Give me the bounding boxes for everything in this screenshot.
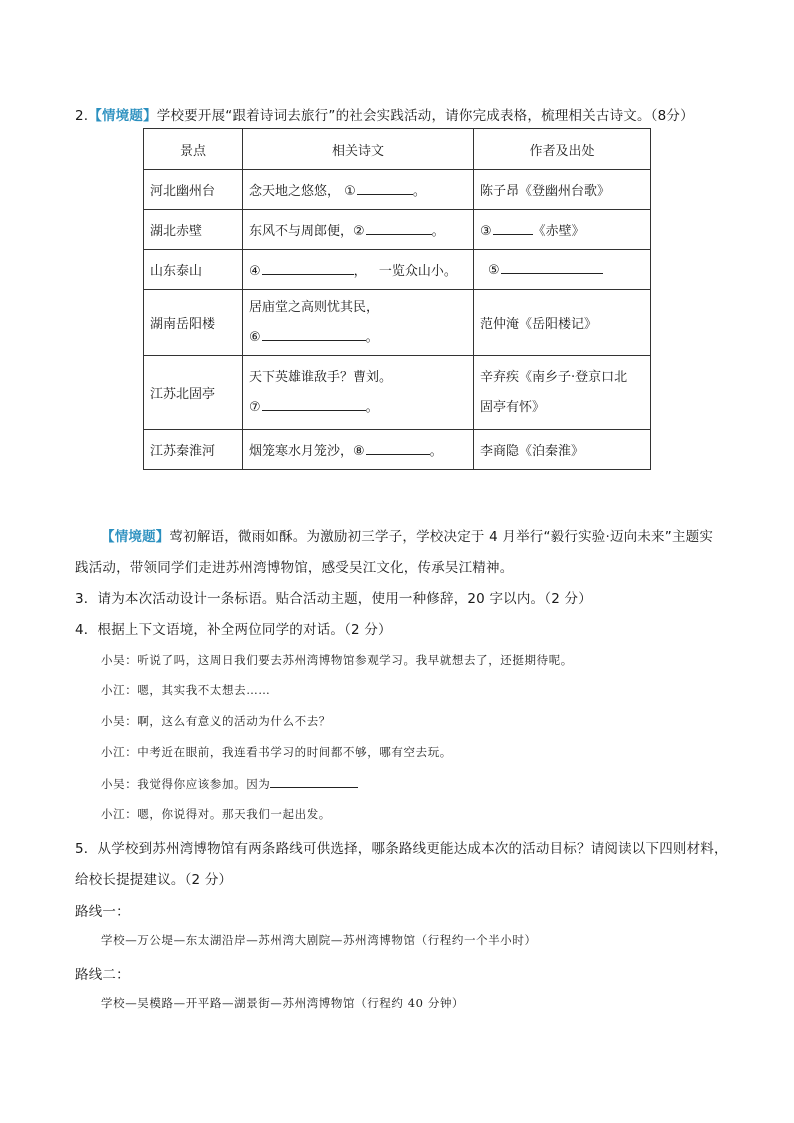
answer-blank[interactable]	[262, 262, 354, 275]
header-source: 作者及出处	[474, 129, 651, 170]
q3-text: 3．请为本次活动设计一条标语。贴合活动主题，使用一种修辞，20 字以内。（2 分）	[75, 591, 592, 607]
place-cell: 湖南岳阳楼	[144, 290, 243, 356]
table-row	[144, 290, 651, 356]
place-cell: 江苏北固亭	[144, 356, 243, 430]
blank-number: ⑧	[353, 444, 365, 459]
table-row	[144, 250, 651, 290]
blank-number: ⑦	[249, 399, 261, 415]
poem-text: 烟笼寒水月笼沙，	[249, 444, 354, 459]
dialogue-line	[101, 775, 358, 792]
poem-text: 念天地之悠悠，	[249, 184, 341, 199]
route-1-label: 路线一：	[75, 904, 130, 920]
context-line-1	[101, 525, 713, 545]
dialogue-text: 小吴：我觉得你应该参加。因为	[101, 777, 271, 791]
source-cell	[474, 250, 651, 290]
q5-line-1: 5．从学校到苏州湾博物馆有两条路线可供选择，哪条路线更能达成本次的活动目标？请阅读以下四则材料，	[75, 841, 728, 857]
poem-cell	[243, 356, 474, 430]
context-line-2: 践活动，带领同学们走进苏州湾博物馆，感受吴江文化，传承吴江精神。	[75, 560, 514, 576]
poem-cell	[243, 250, 474, 290]
poem-text: 一览众山小。	[378, 264, 457, 279]
source-cell	[474, 210, 651, 250]
answer-blank[interactable]	[357, 182, 413, 195]
poem-punct: 。	[365, 329, 379, 345]
poem-text: 天下英雄谁敌手？曹刘。	[249, 369, 393, 385]
q2-tag: 【情境题】	[88, 108, 157, 124]
dialogue-line: 小吴：啊，这么有意义的活动为什么不去？	[101, 714, 331, 728]
source-text: 辛弃疾《南乡子·登京口北	[480, 369, 628, 385]
dialogue-line: 小江：中考近在眼前，我连看书学习的时间都不够，哪有空去玩。	[101, 745, 452, 759]
blank-number: ③	[480, 224, 492, 239]
blank-number: ⑤	[488, 263, 500, 278]
poem-text: 东风不与周郎便，	[249, 224, 354, 239]
poem-punct: 。	[431, 224, 445, 239]
header-poem: 相关诗文	[243, 129, 474, 170]
q4-text: 4．根据上下文语境，补全两位同学的对话。（2 分）	[75, 622, 392, 638]
source-cell: 陈子昂《登幽州台歌》	[474, 170, 651, 210]
poem-cell	[243, 210, 474, 250]
poem-punct: 。	[365, 399, 379, 415]
route-2-label: 路线二：	[75, 967, 130, 983]
q2-heading	[75, 104, 694, 124]
table-row	[144, 356, 651, 430]
table-header-row	[144, 129, 651, 170]
poem-cell	[243, 290, 474, 356]
dialogue-line: 小吴：听说了吗，这周日我们要去苏州湾博物馆参观学习。我早就想去了，还挺期待呢。	[101, 653, 573, 667]
answer-blank[interactable]	[262, 328, 366, 341]
answer-blank[interactable]	[366, 442, 430, 455]
place-cell: 湖北赤壁	[144, 210, 243, 250]
header-place: 景点	[144, 129, 243, 170]
answer-blank[interactable]	[493, 222, 533, 235]
dialogue-line: 小江：嗯，其实我不太想去……	[101, 683, 271, 697]
poem-punct: 。	[429, 444, 443, 459]
source-text: 《赤壁》	[532, 224, 585, 239]
poem-text: 居庙堂之高则忧其民，	[249, 299, 380, 315]
blank-number: ①	[344, 184, 356, 199]
context-text: 莺初解语，微雨如酥。为激励初三学子，学校决定于 4 月举行“毅行实验·迈向未来”主题实	[169, 529, 714, 545]
place-cell: 河北幽州台	[144, 170, 243, 210]
source-cell: 李商隐《泊秦淮》	[474, 430, 651, 470]
poem-punct: ，	[353, 264, 367, 279]
route-2-path: 学校—吴模路—开平路—湖景街—苏州湾博物馆（行程约 40 分钟）	[101, 996, 465, 1010]
source-cell: 范仲淹《岳阳楼记》	[474, 290, 651, 356]
place-cell: 江苏秦淮河	[144, 430, 243, 470]
poem-cell	[243, 430, 474, 470]
answer-blank[interactable]	[270, 775, 358, 788]
place-cell: 山东泰山	[144, 250, 243, 290]
table-row	[144, 170, 651, 210]
context-tag: 【情境题】	[101, 529, 170, 545]
dialogue-line: 小江：嗯，你说得对。那天我们一起出发。	[101, 807, 331, 821]
blank-number: ④	[249, 264, 261, 279]
answer-blank[interactable]	[366, 222, 432, 235]
source-text: 固亭有怀》	[480, 399, 546, 415]
q2-number: 2.	[75, 108, 89, 124]
source-cell	[474, 356, 651, 430]
poetry-table	[143, 128, 651, 470]
route-1-path: 学校—万公堤—东太湖沿岸—苏州湾大剧院—苏州湾博物馆（行程约一个半小时）	[101, 933, 537, 947]
q2-text: 学校要开展“跟着诗词去旅行”的社会实践活动，请你完成表格，梳理相关古诗文。（8分）	[156, 108, 694, 124]
blank-number: ②	[353, 224, 365, 239]
answer-blank[interactable]	[501, 261, 603, 274]
q5-line-2: 给校长提提建议。（2 分）	[75, 872, 233, 888]
answer-blank[interactable]	[262, 398, 366, 411]
blank-number: ⑥	[249, 329, 261, 345]
table-row	[144, 210, 651, 250]
table-row	[144, 430, 651, 470]
poem-cell	[243, 170, 474, 210]
poem-punct: 。	[412, 184, 426, 199]
